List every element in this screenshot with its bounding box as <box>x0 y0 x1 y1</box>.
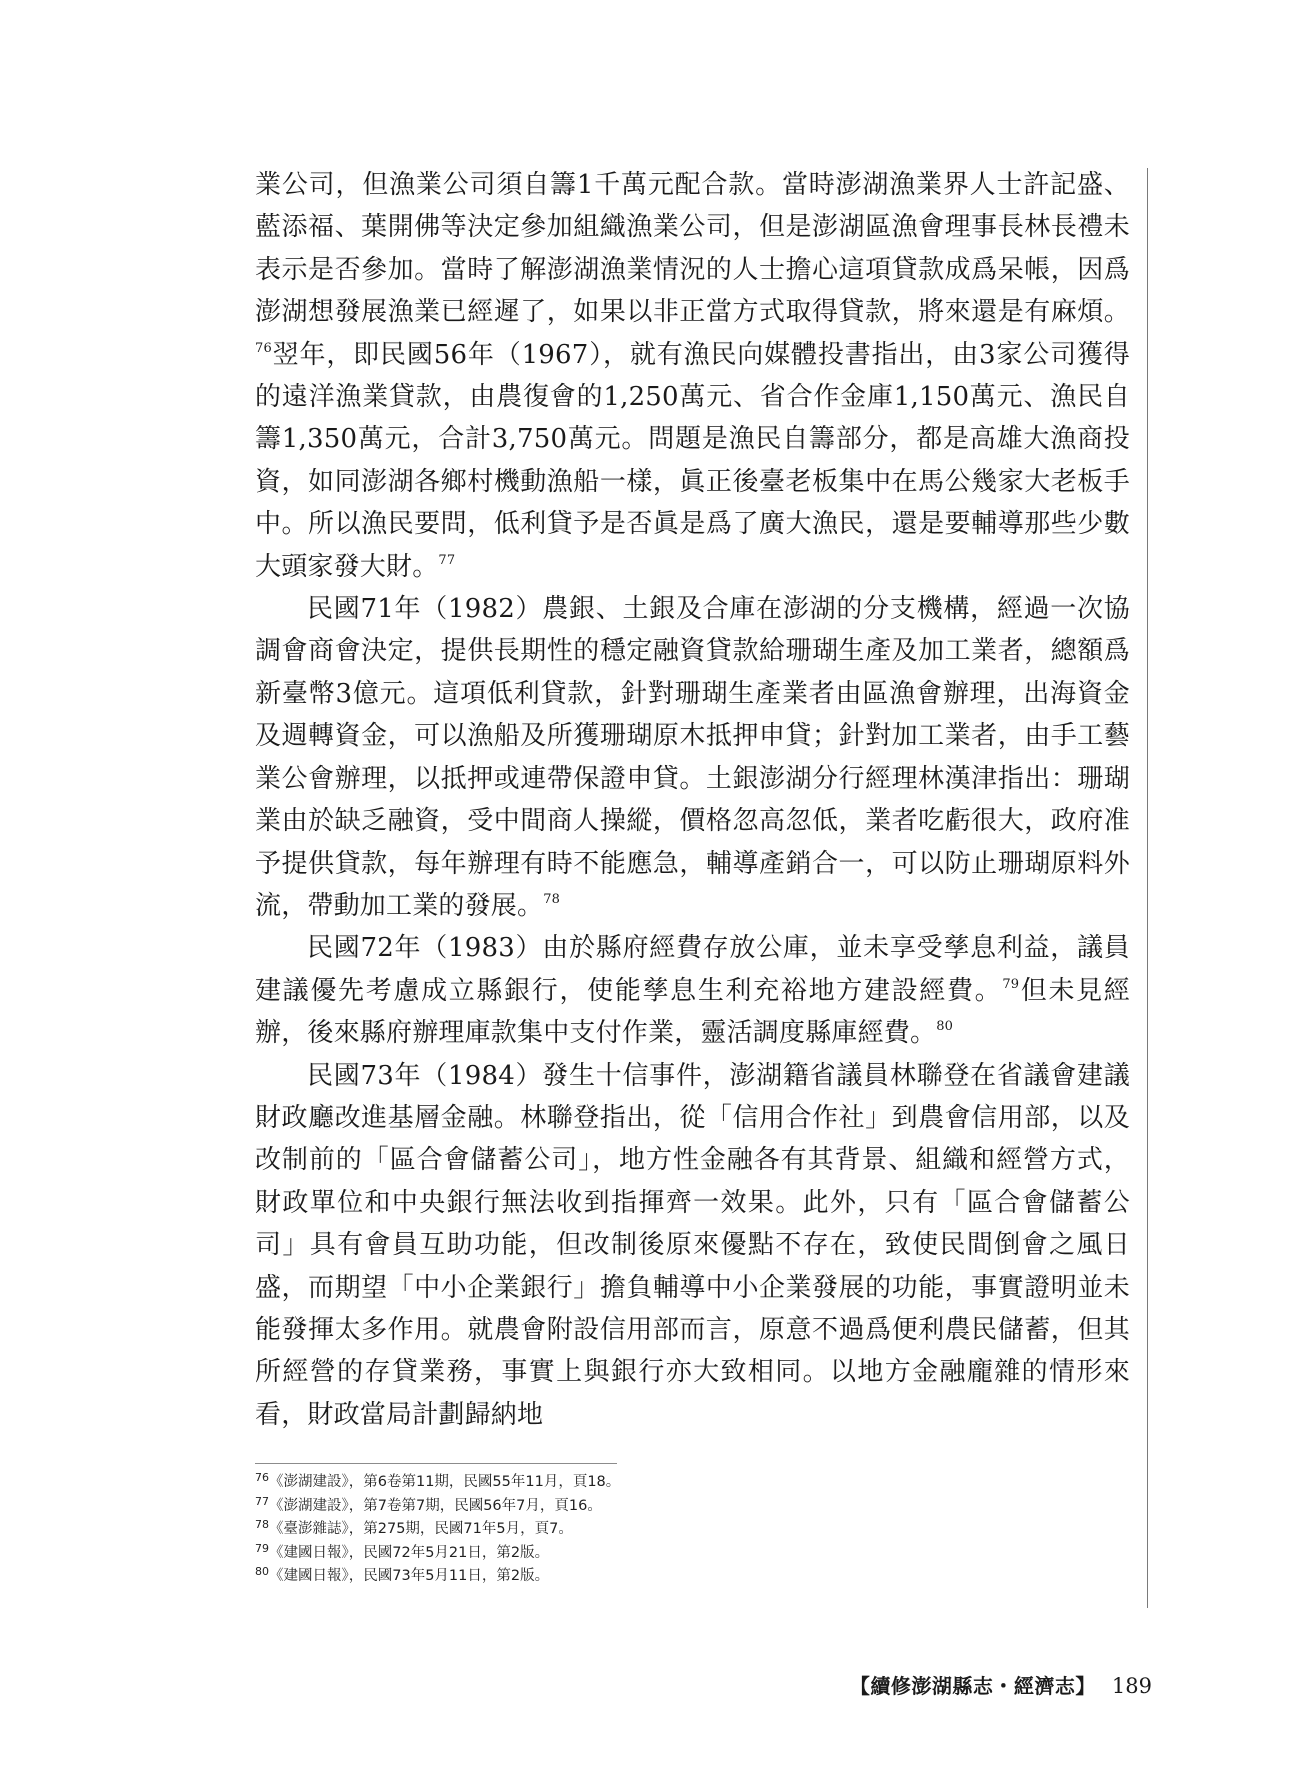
paragraph-3 <box>255 927 1130 1054</box>
footnote-number: 77 <box>255 1494 269 1508</box>
footnote-ref-77[interactable]: 77 <box>438 552 456 568</box>
footnote-text: 《建國日報》，民國73年5月11日，第2版。 <box>269 1568 550 1585</box>
footnote-number: 79 <box>255 1541 269 1555</box>
footnote-number: 80 <box>255 1565 269 1579</box>
paragraph-1-text-a: 業公司，但漁業公司須自籌1千萬元配合款。當時澎湖漁業界人士許記盛、藍添福、葉開佛等決定參加組織漁業公司，但是澎湖區漁會理事長林長禮未表示是否參加。當時了解澎湖漁業情況的人士擔心這項貸款成爲呆帳，因爲澎湖想發展漁業已經遲了，如果以非正當方式取得貸款，將來還是有麻煩。 <box>255 170 1130 328</box>
margin-rule <box>1147 168 1148 1608</box>
paragraph-1 <box>255 164 1130 588</box>
paragraph-2 <box>255 588 1130 927</box>
page-number: 189 <box>1111 1674 1152 1698</box>
footnote-separator <box>255 1463 617 1464</box>
main-text <box>255 164 1130 1436</box>
book-series-title: 【續修澎湖縣志・經濟志】 <box>849 1674 1096 1698</box>
paragraph-4-text: 民國73年（1984）發生十信事件，澎湖籍省議員林聯登在省議會建議財政廳改進基層金融。林聯登指出，從「信用合作社」到農會信用部，以及改制前的「區合會儲蓄公司」，地方性金融各有其背景、組織和經營方式，財政單位和中央銀行無法收到指揮齊一效果。此外，只有「區合會儲蓄公司」具有會員互助功能，但改制後原來優點不存在，致使民間倒會之風日盛，而期望「中小企業銀行」擔負輔導中小企業發展的功能，事實證明並未能發揮太多作用。就農會附設信用部而言，原意不過爲便利農民儲蓄，但其所經營的存貸業務，事實上與銀行亦大致相同。以地方金融龐雜的情形來看，財政當局計劃歸納地 <box>255 1060 1130 1430</box>
footnote-78 <box>255 1518 1135 1542</box>
footnote-80 <box>255 1565 1135 1589</box>
paragraph-3-text-a: 民國72年（1983）由於縣府經費存放公庫，並未享受孳息利益，議員建議優先考慮成立縣銀行，使能孳息生利充裕地方建設經費。 <box>255 933 1130 1006</box>
footnote-ref-78[interactable]: 78 <box>543 891 561 907</box>
paragraph-4 <box>255 1055 1130 1437</box>
footnote-number: 78 <box>255 1518 269 1532</box>
footnote-text: 《澎湖建設》，第7卷第7期，民國56年7月，頁16。 <box>269 1497 602 1514</box>
footnote-ref-80[interactable]: 80 <box>936 1019 954 1035</box>
footnote-number: 76 <box>255 1471 269 1484</box>
paragraph-2-text: 民國71年（1982）農銀、土銀及合庫在澎湖的分支機構，經過一次協調會商會決定，提供長期性的穩定融資貸款給珊瑚生產及加工業者，總額爲新臺幣3億元。這項低利貸款，針對珊瑚生產業者由區漁會辦理，出海資金及週轉資金，可以漁船及所獲珊瑚原木抵押申貸；針對加工業者，由手工藝業公會辦理，以抵押或連帶保證申貸。土銀澎湖分行經理林漢津指出：珊瑚業由於缺乏融資，受中間商人操縱，價格忽高忽低，業者吃虧很大，政府准予提供貸款，每年辦理有時不能應急，輔導產銷合一，可以防止珊瑚原料外流，帶動加工業的發展。 <box>255 594 1130 921</box>
footnote-ref-79[interactable]: 79 <box>1002 976 1020 992</box>
footnote-77 <box>255 1495 1135 1519</box>
footnote-ref-76[interactable]: 76 <box>255 340 272 356</box>
footnote-text: 《澎湖建設》，第6卷第11期，民國55年11月，頁18。 <box>269 1474 621 1490</box>
footnote-text: 《臺澎雜誌》，第275期，民國71年5月，頁7。 <box>269 1521 573 1538</box>
paragraph-1-text-b: 翌年，即民國56年（1967），就有漁民向媒體投書指出，由3家公司獲得的遠洋漁業貸款，由農復會的1,250萬元、省合作金庫1,150萬元、漁民自籌1,350萬元，合計3,750萬元。問題是漁民自籌部分，都是高雄大漁商投資，如同澎湖各鄉村機動漁船一樣，眞正後臺老板集中在馬公幾家大老板手中。所以漁民要問，低利貸予是否眞是爲了廣大漁民，還是要輔導那些少數大頭家發大財。 <box>255 339 1130 582</box>
footnote-76 <box>255 1471 1135 1495</box>
footnote-text: 《建國日報》，民國72年5月21日，第2版。 <box>269 1544 550 1561</box>
footnotes <box>255 1471 1135 1589</box>
paragraph-3-text-b: 但未見經辦，後來縣府辦理庫款集中支付作業，靈活調度縣庫經費。 <box>255 975 1130 1049</box>
running-footer <box>850 1672 1152 1700</box>
footnote-79 <box>255 1542 1135 1566</box>
